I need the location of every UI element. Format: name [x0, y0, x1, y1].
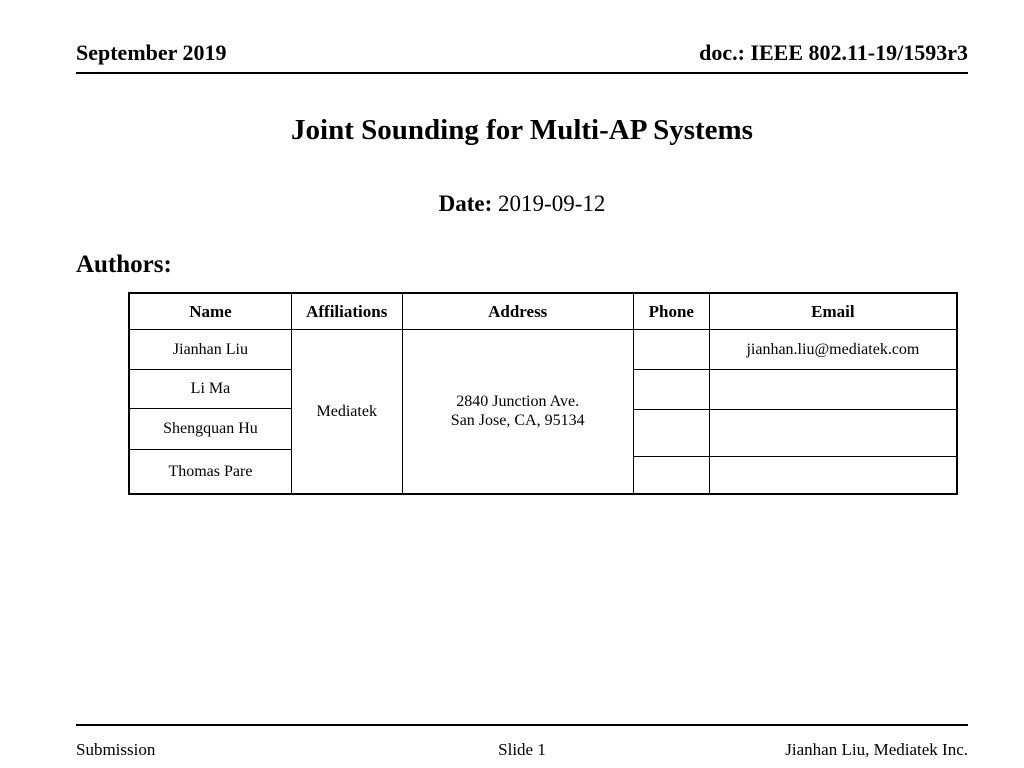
- header-date: September 2019: [76, 40, 227, 65]
- author-name-cell: Li Ma: [130, 370, 291, 409]
- column-header-email: Email: [710, 294, 956, 330]
- date-label: Date:: [438, 191, 493, 216]
- slide-title: Joint Sounding for Multi-AP Systems: [291, 114, 753, 146]
- phone-cell: [634, 457, 709, 493]
- header-doc-number: doc.: IEEE 802.11-19/1593r3: [699, 40, 968, 65]
- author-name-cell: Thomas Pare: [168, 462, 253, 480]
- footer-slide-number: Slide 1: [498, 740, 546, 759]
- column-header-affiliations: Affiliations: [292, 294, 402, 330]
- date-value: 2019-09-12: [498, 191, 606, 216]
- email-cell: [710, 457, 956, 493]
- email-cell: jianhan.liu@mediatek.com: [710, 330, 956, 370]
- column-name: [130, 294, 292, 493]
- column-phone: [634, 294, 710, 493]
- footer-submission: Submission: [76, 740, 156, 759]
- footer-rule: [76, 724, 968, 726]
- address-line-1: 2840 Junction Ave.: [456, 392, 580, 410]
- footer-author: Jianhan Liu, Mediatek Inc.: [785, 740, 968, 759]
- affiliation-merged-cell: Mediatek: [316, 402, 377, 420]
- column-email: [710, 294, 956, 493]
- email-cell: [710, 410, 956, 457]
- address-line-2: San Jose, CA, 95134: [450, 411, 585, 429]
- column-affiliations: [292, 294, 403, 493]
- phone-cell: [634, 410, 709, 457]
- column-header-name: Name: [130, 294, 291, 330]
- column-header-phone: Phone: [634, 294, 709, 330]
- phone-cell: [634, 330, 709, 370]
- email-cell: [710, 370, 956, 410]
- authors-table: [128, 292, 958, 495]
- column-address: [403, 294, 634, 493]
- column-header-address: Address: [403, 294, 633, 330]
- author-name-cell: Jianhan Liu: [130, 330, 291, 370]
- author-name-cell: Shengquan Hu: [130, 409, 291, 450]
- date-line: [76, 191, 968, 217]
- authors-label: Authors:: [76, 251, 172, 278]
- address-merged-cell: [403, 330, 633, 493]
- header-rule: [76, 72, 968, 74]
- phone-cell: [634, 370, 709, 410]
